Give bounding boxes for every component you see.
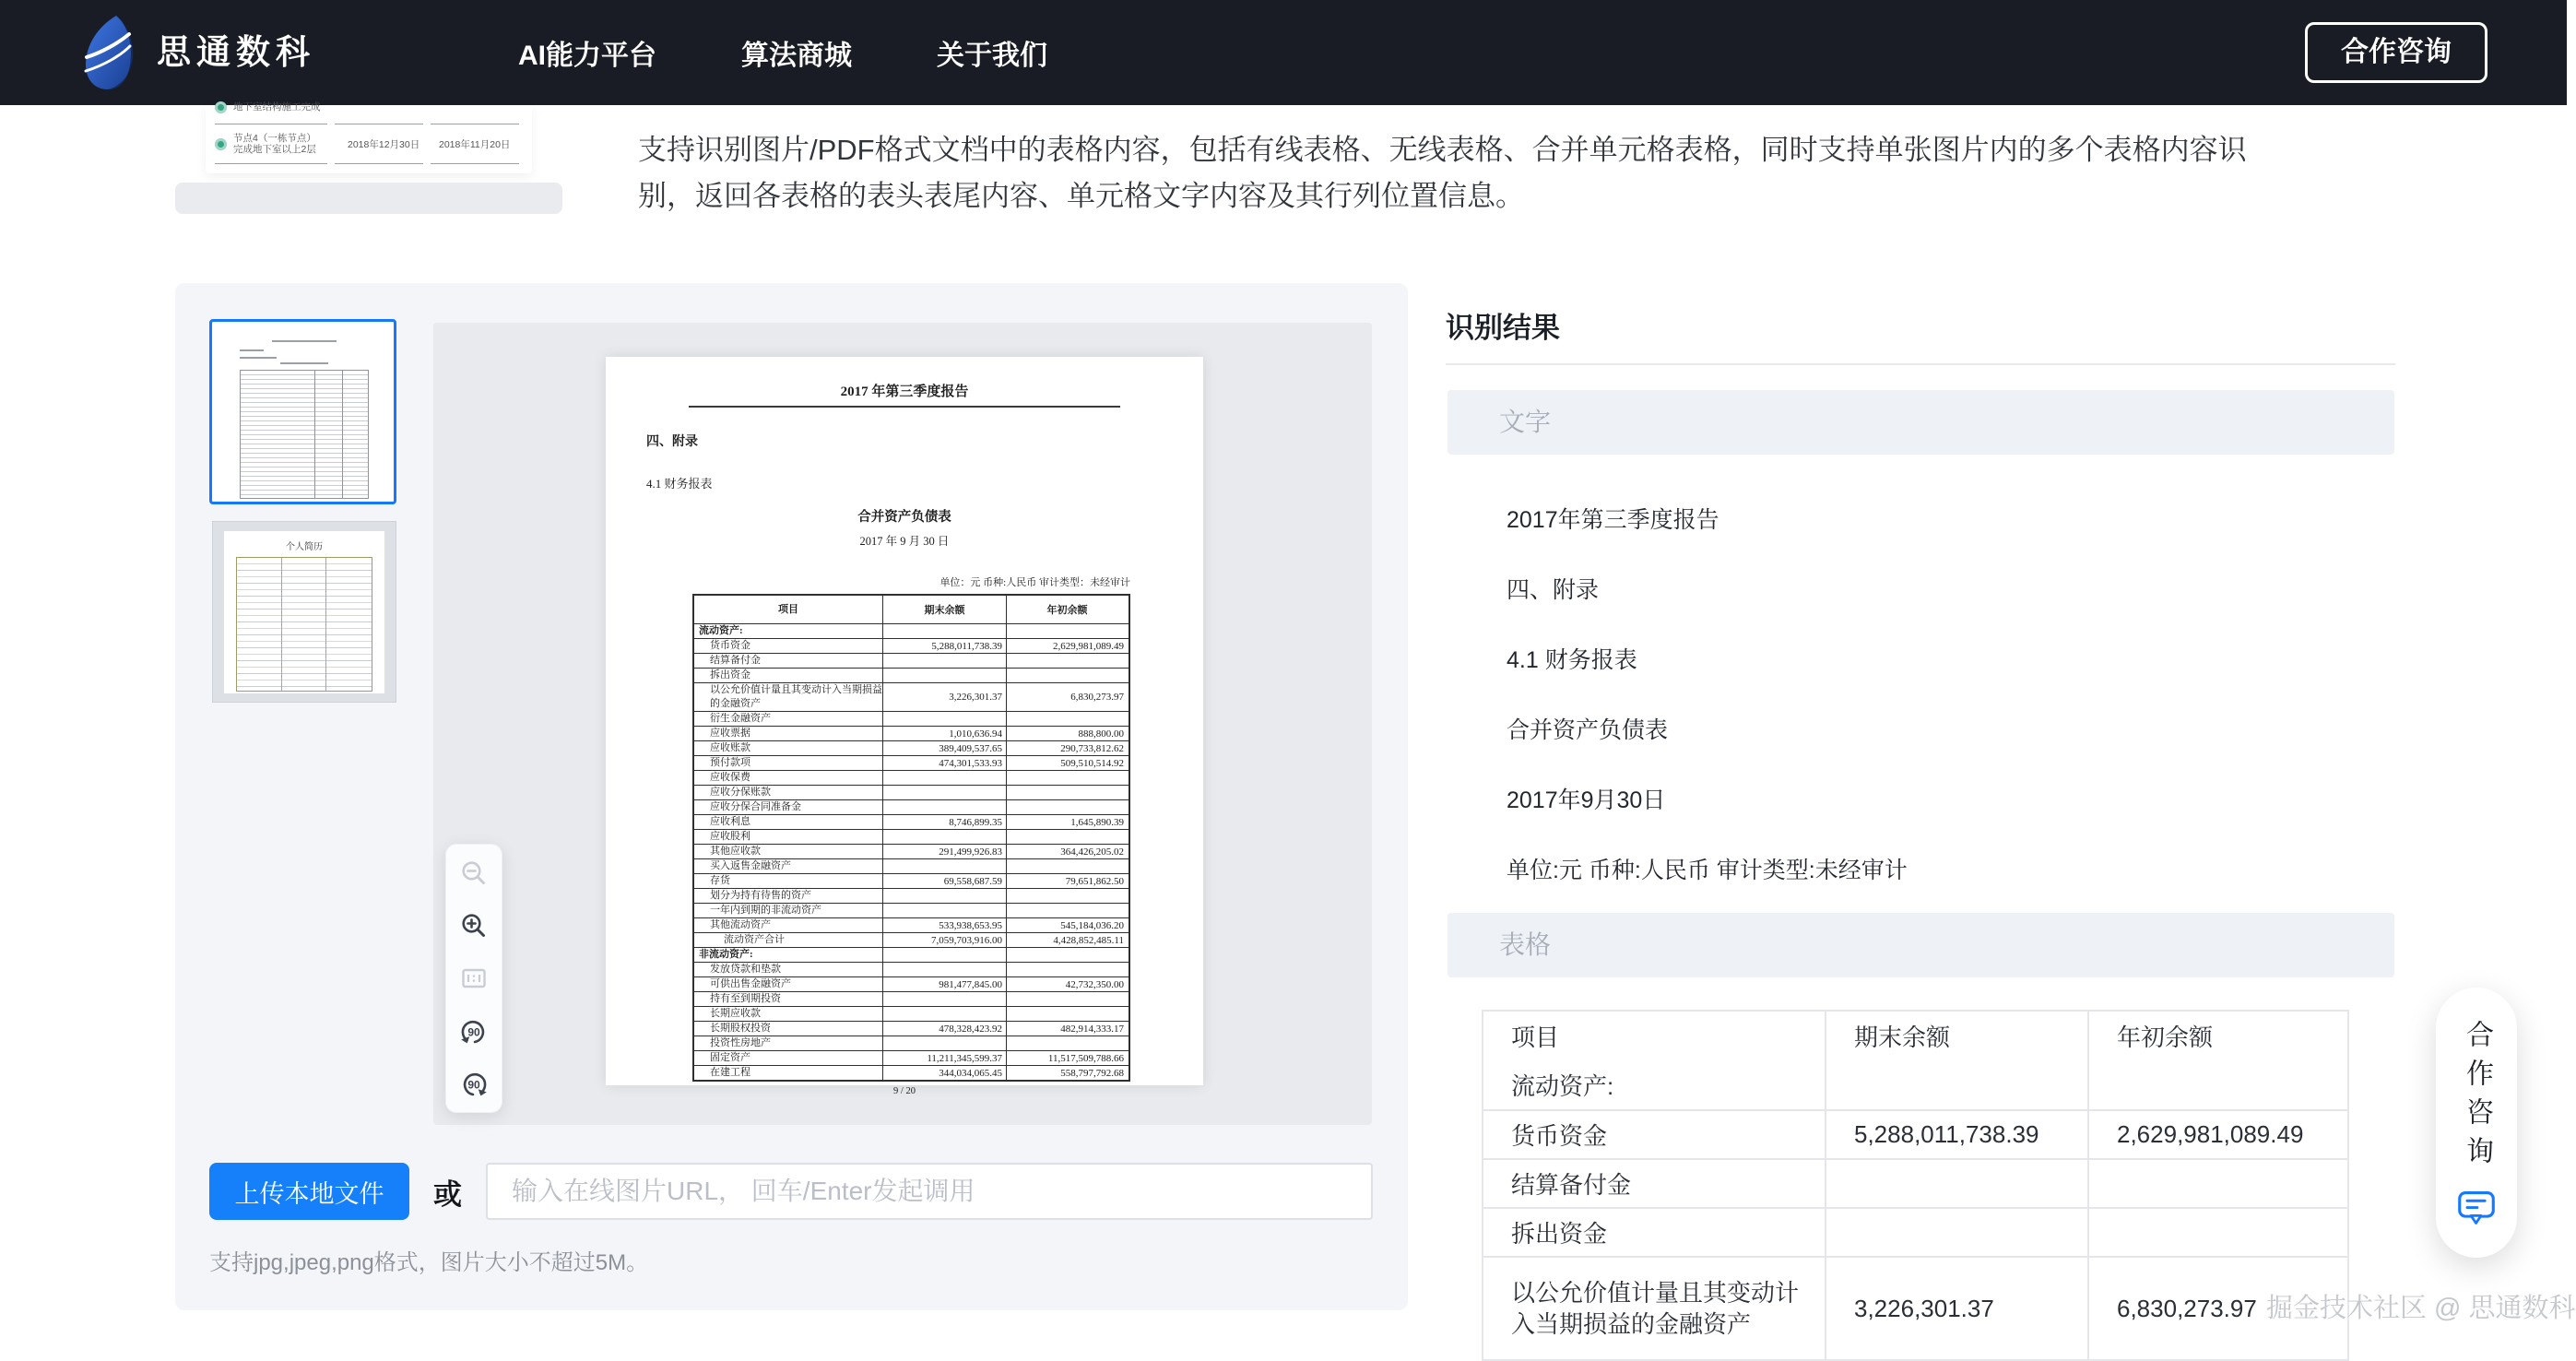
- doc-table-row: 长期股权投资 478,328,423.92 482,914,333.17: [694, 1021, 1128, 1036]
- doc-meta: 单位：元 币种:人民币 审计类型：未经审计: [939, 577, 1130, 588]
- page-thumbnail-1-selected[interactable]: [209, 319, 396, 504]
- nav-item[interactable]: 关于我们: [937, 41, 1047, 71]
- doc-title: 2017 年第三季度报告: [840, 385, 969, 399]
- text-section-header: 文字: [1448, 390, 2394, 455]
- brand-logo-icon: [81, 14, 140, 91]
- doc-table-row: 其他流动资产 533,938,653.95 545,184,036.20: [694, 917, 1128, 932]
- doc-table-row: 应收保费: [694, 770, 1128, 785]
- nav-item[interactable]: AI能力平台: [518, 41, 656, 71]
- doc-table-row: 长期应收款: [694, 1006, 1128, 1021]
- recognized-text-line: 2017年9月30日: [1507, 787, 1666, 813]
- recognized-text-line: 2017年第三季度报告: [1507, 507, 1719, 533]
- doc-table-row: 应收分保合同准备金: [694, 799, 1128, 814]
- doc-table-row: 固定资产 11,211,345,599.37 11,517,509,788.66: [694, 1050, 1128, 1065]
- recognition-results: [1446, 304, 2397, 1338]
- recognized-table: [1482, 1010, 2349, 1361]
- doc-table-row: 衍生金融资产: [694, 711, 1128, 726]
- doc-table-row: 流动资产合计 7,059,703,916.00 4,428,852,485.11: [694, 932, 1128, 947]
- feature-description: 支持识别图片/PDF格式文档中的表格内容，包括有线表格、无线表格、合并单元格表格，同时支持单张图片内的多个表格内容识别，返回各表格的表头表尾内容、单元格文字内容及其行列位置信息。: [638, 134, 2247, 212]
- doc-table-row: 持有至到期投资: [694, 991, 1128, 1006]
- doc-table-header: 项目 期末余额 年初余额: [694, 596, 1128, 623]
- doc-table-row: 应收账款 389,409,537.65 290,733,812.62: [694, 740, 1128, 755]
- doc-table-row: 可供出售金融资产 981,477,845.00 42,732,350.00: [694, 976, 1128, 991]
- doc-table-row: 划分为持有待售的资产: [694, 888, 1128, 903]
- previous-section-card: [206, 101, 532, 173]
- watermark: 掘金技术社区 @ 思通数科: [2266, 1294, 2576, 1323]
- actual-size-icon[interactable]: [454, 958, 494, 999]
- doc-date: 2017 年 9 月 30 日: [859, 535, 950, 548]
- image-url-input[interactable]: [486, 1163, 1373, 1220]
- doc-table-row: 应收分保账款: [694, 785, 1128, 799]
- doc-table-row: 其他应收款 291,499,926.83 364,426,205.02: [694, 844, 1128, 858]
- recognized-text-line: 单位:元 币种:人民币 审计类型:未经审计: [1507, 858, 1908, 883]
- doc-table-row: 预付款项 474,301,533.93 509,510,514.92: [694, 755, 1128, 770]
- main-nav: [518, 0, 1047, 105]
- doc-table-row: 应收利息 8,746,899.35 1,645,890.39: [694, 814, 1128, 829]
- recognized-table-row: 流动资产:: [1483, 1060, 2347, 1109]
- or-label: 或: [433, 1178, 462, 1211]
- document-page[interactable]: [606, 357, 1203, 1096]
- zoom-in-icon[interactable]: [454, 905, 494, 946]
- thumbnail-2-preview: 个人简历: [224, 531, 384, 693]
- doc-table-row: 发放贷款和垫款: [694, 962, 1128, 976]
- recognized-text-line: 合并资产负债表: [1507, 717, 1669, 743]
- table-section-header: 表格: [1448, 913, 2394, 977]
- doc-table-row: 以公允价值计量且其变动计入当期损益的金融资产 3,226,301.37 6,830,273.97: [694, 682, 1128, 711]
- upload-controls: [209, 1163, 1373, 1220]
- doc-table-row: 货币资金 5,288,011,738.39 2,629,981,089.49: [694, 638, 1128, 653]
- recognized-text-lines: [1507, 485, 1908, 905]
- doc-table-row: 非流动资产:: [694, 947, 1128, 962]
- doc-table-row: 在建工程 344,034,065.45 558,797,792.68: [694, 1065, 1128, 1080]
- results-title: 识别结果: [1446, 312, 1560, 344]
- doc-table-row: 流动资产:: [694, 623, 1128, 638]
- header-consult-button[interactable]: 合作咨询: [2305, 22, 2487, 83]
- doc-table-row: 应收股利: [694, 829, 1128, 844]
- doc-page-indicator: 9 / 20: [893, 1086, 916, 1096]
- doc-table-row: 买入返售金融资产: [694, 858, 1128, 873]
- milestone-row: 节点4（一栋节点） 完成地下室以上2层 2018年12月30日 2018年11月20日: [215, 124, 525, 163]
- floating-consult-button[interactable]: [2436, 988, 2517, 1258]
- rotate-right-icon[interactable]: [454, 1063, 494, 1104]
- recognized-table-header: 项目 期末余额 年初余额: [1483, 1012, 2347, 1060]
- chat-bubble-icon: [2457, 1189, 2496, 1226]
- zoom-out-icon[interactable]: [454, 853, 494, 894]
- recognized-table-row: 拆出资金: [1483, 1207, 2347, 1256]
- recognized-text-line: 四、附录: [1507, 577, 1600, 603]
- doc-table-title: 合并资产负债表: [857, 510, 951, 525]
- upload-format-hint: 支持jpg,jpeg,png格式，图片大小不超过5M。: [209, 1250, 649, 1275]
- page-thumbnail-2[interactable]: [212, 521, 396, 703]
- milestone-row: 地下室结构施工完成: [215, 90, 525, 124]
- recognized-table-row: 以公允价值计量且其变动计入当期损益的金融资产 3,226,301.37 6,830,273.97: [1483, 1256, 2347, 1359]
- svg-text:90: 90: [467, 1078, 480, 1092]
- svg-text:90: 90: [467, 1025, 480, 1039]
- doc-table-row: 应收票据 1,010,636.94 888,800.00: [694, 726, 1128, 740]
- viewer-toolbar: [445, 844, 502, 1113]
- document-viewer: [433, 323, 1372, 1125]
- doc-table-row: 结算备付金: [694, 653, 1128, 668]
- doc-subsection: 4.1 财务报表: [646, 477, 713, 491]
- results-divider: [1446, 363, 2395, 365]
- doc-table-row: 一年内到期的非流动资产: [694, 903, 1128, 917]
- demo-panel: [175, 283, 1408, 1310]
- doc-section: 四、附录: [646, 435, 698, 449]
- floating-consult-label: 合作咨询: [2462, 1019, 2492, 1175]
- doc-balance-sheet-table: [692, 594, 1130, 1082]
- rotate-left-icon[interactable]: [454, 1011, 494, 1051]
- doc-title-rule: [689, 406, 1120, 408]
- previous-section-panel-edge: [175, 183, 562, 214]
- doc-table-row: 投资性房地产: [694, 1036, 1128, 1050]
- upload-local-file-button[interactable]: 上传本地文件: [209, 1163, 409, 1220]
- recognized-text-line: 4.1 财务报表: [1507, 647, 1637, 673]
- recognized-table-row: 货币资金 5,288,011,738.39 2,629,981,089.49: [1483, 1109, 2347, 1158]
- nav-item[interactable]: 算法商城: [741, 41, 852, 71]
- milestone-node-icon: [215, 101, 227, 113]
- milestone-node-icon: [215, 138, 227, 150]
- doc-table-row: 拆出资金: [694, 668, 1128, 682]
- top-navbar: [0, 0, 2567, 105]
- recognized-table-row: 结算备付金: [1483, 1158, 2347, 1207]
- thumbnail-1-preview: [227, 329, 382, 497]
- doc-table-row: 存货 69,558,687.59 79,651,862.50: [694, 873, 1128, 888]
- brand-name: 思通数科: [157, 33, 315, 71]
